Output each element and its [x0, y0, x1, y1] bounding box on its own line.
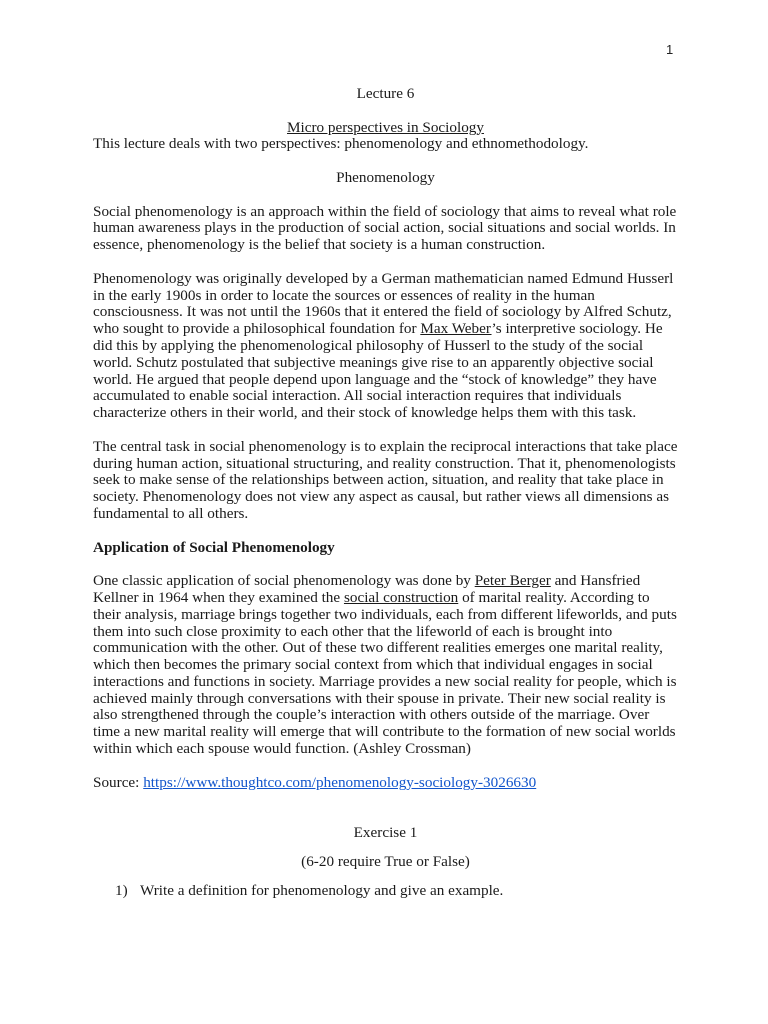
paragraph-2: [93, 271, 678, 422]
paragraph-4: [93, 573, 678, 758]
paragraph-3: The central task in social phenomenology is to explain the reciprocal interactions that take place during human action, situational structuring, and reality construction. That it, phenomenologists seek to make sense of the relationships between action, situation, and reality that take place in society. Phenomenology does not view any aspect as causal, but rather views all dimensions as fundamental to all others.: [93, 437, 678, 522]
source-label: Source:: [93, 773, 144, 791]
application-heading: Application of Social Phenomenology: [93, 538, 335, 556]
social-construction-link[interactable]: social construction: [343, 588, 459, 606]
question-item: [93, 883, 678, 900]
peter-berger-link[interactable]: Peter Berger: [474, 572, 551, 590]
source-line: [93, 775, 678, 792]
max-weber-link[interactable]: Max Weber: [420, 320, 492, 338]
paragraph-4-text-a: One classic application of social phenomenology was done by: [93, 572, 475, 590]
paragraph-1: Social phenomenology is an approach within the field of sociology that aims to reveal what role human awareness plays in the production of social action, social situations and social worlds. In essence, phenomenology is the belief that society is a human construction.: [93, 202, 677, 254]
subtitle: Micro perspectives in Sociology: [287, 118, 484, 136]
paragraph-2-text-a: Phenomenology was originally developed by a German mathematician named Edmund Husserl in the early 1900s in order to locate the sources or essences of reality in the human consciousness. It was not until the 1960s that it entered the field of sociology by Alfred Schutz, who sought to provide a philosophical foundation for: [93, 269, 674, 338]
source-url-link[interactable]: https://www.thoughtco.com/phenomenology-sociology-3026630: [143, 773, 537, 791]
question-number: 1): [115, 881, 128, 899]
section-heading: Phenomenology: [336, 168, 435, 186]
paragraph-4-text-b: and Hansfried Kellner in 1964 when they examined the: [93, 572, 641, 606]
question-text: Write a definition for phenomenology and give an example.: [140, 881, 504, 899]
exercise-title: Exercise 1: [353, 824, 418, 842]
document-body: [93, 86, 678, 899]
intro-text: This lecture deals with two perspectives: phenomenology and ethnomethodology.: [93, 135, 589, 153]
exercise-note: (6-20 require True or False): [301, 852, 470, 870]
lecture-title: Lecture 6: [356, 85, 415, 102]
paragraph-4-text-c: of marital reality. According to their analysis, marriage brings together two individuals, each from different lifeworlds, and puts them into such close proximity to each other that the lifeworld of each is brought into communication with the other. Out of these two different realities emerges one marital reality, which then becomes the primary social context from which that individual engages in social interactions and functions in society. Marriage provides a new social reality for people, which is achieved mainly through conversations with their spouse in private. Their new social reality is also strengthened through the couple’s interaction with others outside of the marriage. Over time a new marital reality will emerge that will contribute to the formation of new social worlds within which each spouse would function. (Ashley Crossman): [93, 588, 677, 758]
page-number: 1: [666, 42, 674, 57]
paragraph-2-text-b: ’s interpretive sociology. He did this by applying the phenomenological philosophy of Husserl to the study of the social world. Schutz postulated that subjective meanings give rise to an apparently objective social world. He argued that people depend upon language and the “stock of knowledge” they have accumulated to enable social interaction. All social interaction requires that individuals characterize others in their world, and their stock of knowledge helps them with this task.: [93, 320, 663, 422]
